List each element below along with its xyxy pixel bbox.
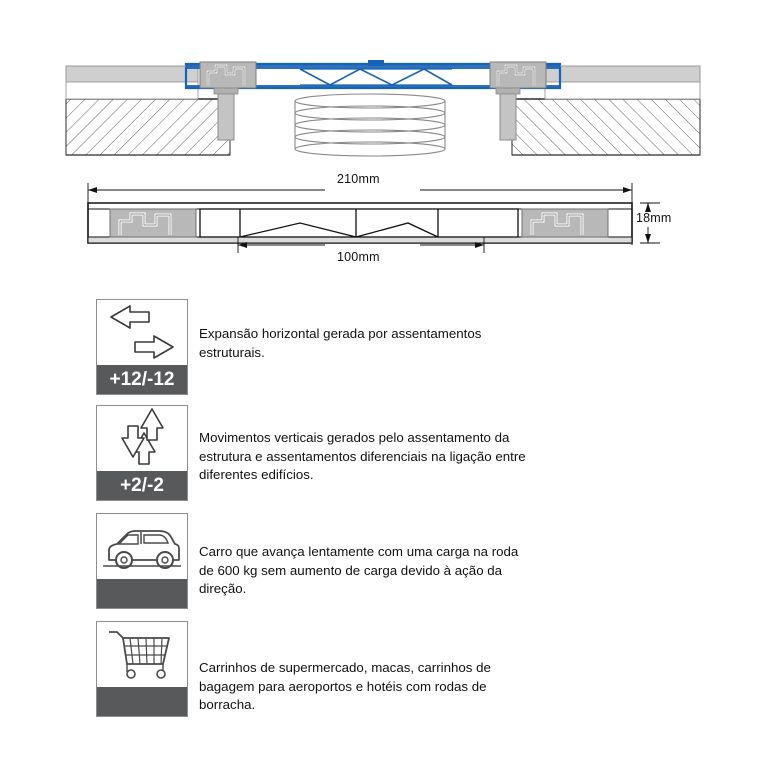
right-gasket bbox=[490, 62, 546, 88]
feature-row-horizontal-movement bbox=[96, 299, 696, 395]
feature-badge bbox=[97, 687, 187, 716]
feature-icon-box bbox=[96, 299, 188, 395]
feature-text: Carrinhos de supermercado, macas, carrinhos de bagagem para aeroportos e hotéis com rodas de borracha. bbox=[199, 660, 491, 712]
expansion-joint-profile bbox=[186, 60, 560, 89]
feature-list bbox=[96, 299, 696, 717]
profile-right-gasket bbox=[522, 209, 608, 237]
profile-left-gasket bbox=[110, 209, 196, 237]
anchor-bolt-left bbox=[214, 88, 238, 140]
feature-badge: +12/-12 bbox=[97, 365, 187, 394]
feature-badge bbox=[97, 579, 187, 608]
horizontal-arrows-icon bbox=[97, 300, 187, 364]
left-gasket bbox=[200, 62, 256, 88]
dimension-label-210: 210mm bbox=[337, 172, 380, 186]
dimension-label-18: 18mm bbox=[636, 211, 672, 225]
feature-text: Carro que avança lentamente com uma carga na roda de 600 kg sem aumento de carga devido à ação da direção. bbox=[199, 544, 519, 596]
anchor-bolt-right bbox=[496, 88, 520, 140]
feature-icon-box bbox=[96, 513, 188, 609]
feature-row-vertical-movement bbox=[96, 405, 696, 501]
installed-section-drawing bbox=[0, 0, 767, 170]
feature-text: Movimentos verticais gerados pelo assentamento da estrutura e assentamentos diferenciais na ligação entre diferentes edifícios. bbox=[199, 430, 526, 482]
feature-row-car-load bbox=[96, 513, 696, 609]
vertical-arrows-icon bbox=[97, 406, 187, 470]
concrete-slab-left bbox=[66, 99, 230, 155]
concrete-slab-right bbox=[512, 99, 700, 155]
feature-row-trolleys bbox=[96, 621, 696, 717]
feature-text: Expansão horizontal gerada por assentamentos estruturais. bbox=[199, 326, 482, 360]
feature-badge: +2/-2 bbox=[97, 471, 187, 500]
feature-icon-box bbox=[96, 621, 188, 717]
feature-icon-box bbox=[96, 405, 188, 501]
dimension-label-100: 100mm bbox=[337, 250, 380, 264]
car-icon bbox=[97, 514, 187, 578]
waterproof-membrane bbox=[295, 94, 445, 156]
profile-body bbox=[88, 203, 632, 243]
shopping-cart-icon bbox=[97, 622, 187, 686]
